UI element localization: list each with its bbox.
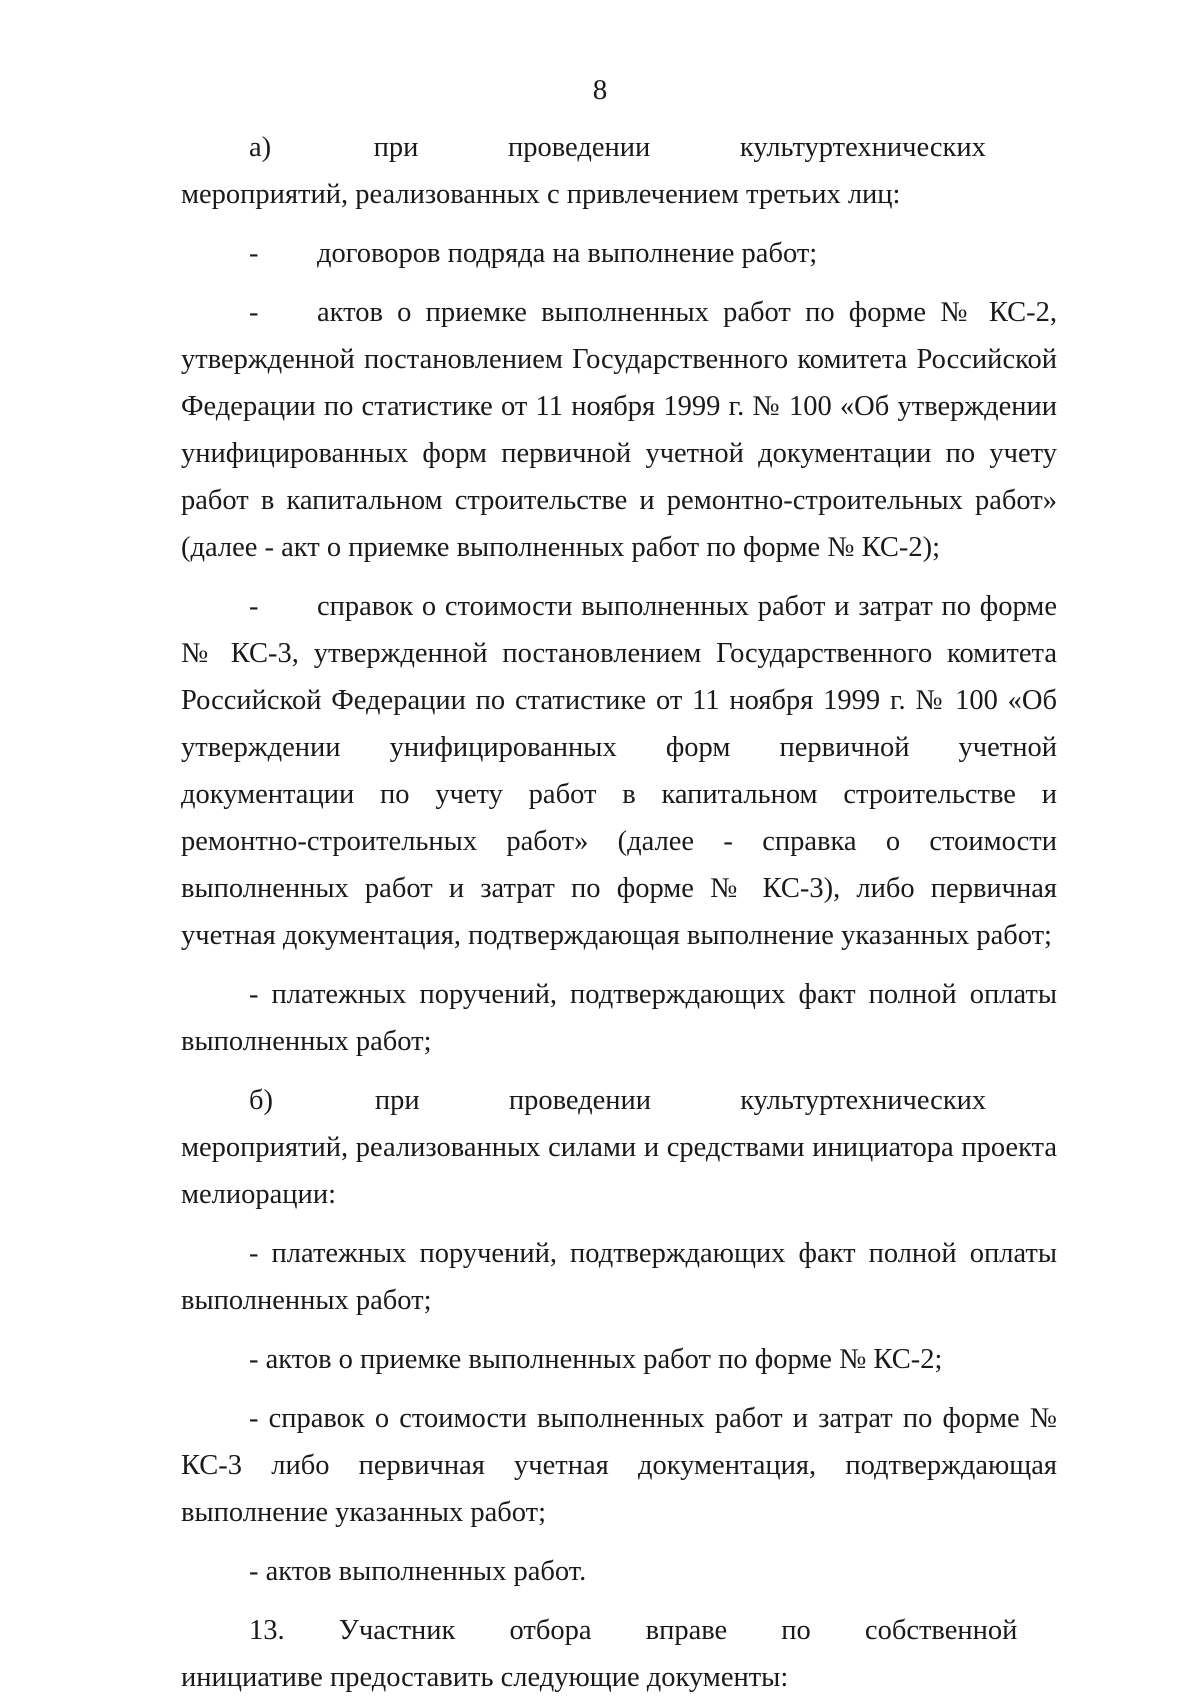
list-item-payment-orders: - платежных поручений, подтверждающих факт полной оплаты выполненных работ; (181, 979, 1057, 1057)
paragraph-b-intro: б) при проведении культуртехнических мероприятий, реализованных силами и средствами инициатора проекта мелиорации: (181, 1085, 1057, 1210)
paragraph-a-intro: а) при проведении культуртехнических мероприятий, реализованных с привлечением третьих лиц: (181, 132, 1057, 210)
list-item-payment-orders-b: - платежных поручений, подтверждающих факт полной оплаты выполненных работ; (181, 1238, 1057, 1316)
list-item-text: договоров подряда на выполнение работ; (317, 238, 818, 269)
list-dash: - (249, 297, 259, 328)
list-item-contracts (181, 230, 1057, 277)
list-item-text: актов о приемке выполненных работ по форме № КС-2, утвержденной постановлением Государственного комитета Российской Федерации по статистике от 11 ноября 1999 г. № 100 «Об утверждении унифицированных форм первичной учетной документации по учету работ в капитальном строительстве и ремонтно-строительных работ» (далее - акт о приемке выполненных работ по форме № КС-2); (181, 297, 1057, 563)
list-dash: - (249, 238, 259, 269)
list-item-ks2-acts-b: - актов о приемке выполненных работ по форме № КС-2; (249, 1344, 943, 1375)
list-item-completion-acts: - актов выполненных работ. (249, 1556, 587, 1587)
list-item-ks2-acts (181, 289, 1057, 571)
document-body (181, 124, 1057, 1701)
list-dash: - (249, 591, 259, 622)
list-item-ks3-certificates-b: - справок о стоимости выполненных работ и затрат по форме № КС-3 либо первичная учетная документация, подтверждающая выполнение указанных работ; (181, 1403, 1057, 1528)
list-item-ks3-certificates (181, 583, 1057, 959)
paragraph-13: 13. Участник отбора вправе по собственной инициативе предоставить следующие документы: (181, 1615, 1057, 1693)
list-item-text: справок о стоимости выполненных работ и затрат по форме № КС-3, утвержденной постановлением Государственного комитета Российской Федерации по статистике от 11 ноября 1999 г. № 100 «Об утверждении унифицированных форм первичной учетной документации по учету работ в капитальном строительстве и ремонтно-строительных работ» (далее - справка о стоимости выполненных работ и затрат по форме № КС-3), либо первичная учетная документация, подтверждающая выполнение указанных работ; (181, 591, 1057, 951)
page-number: 8 (592, 74, 608, 106)
